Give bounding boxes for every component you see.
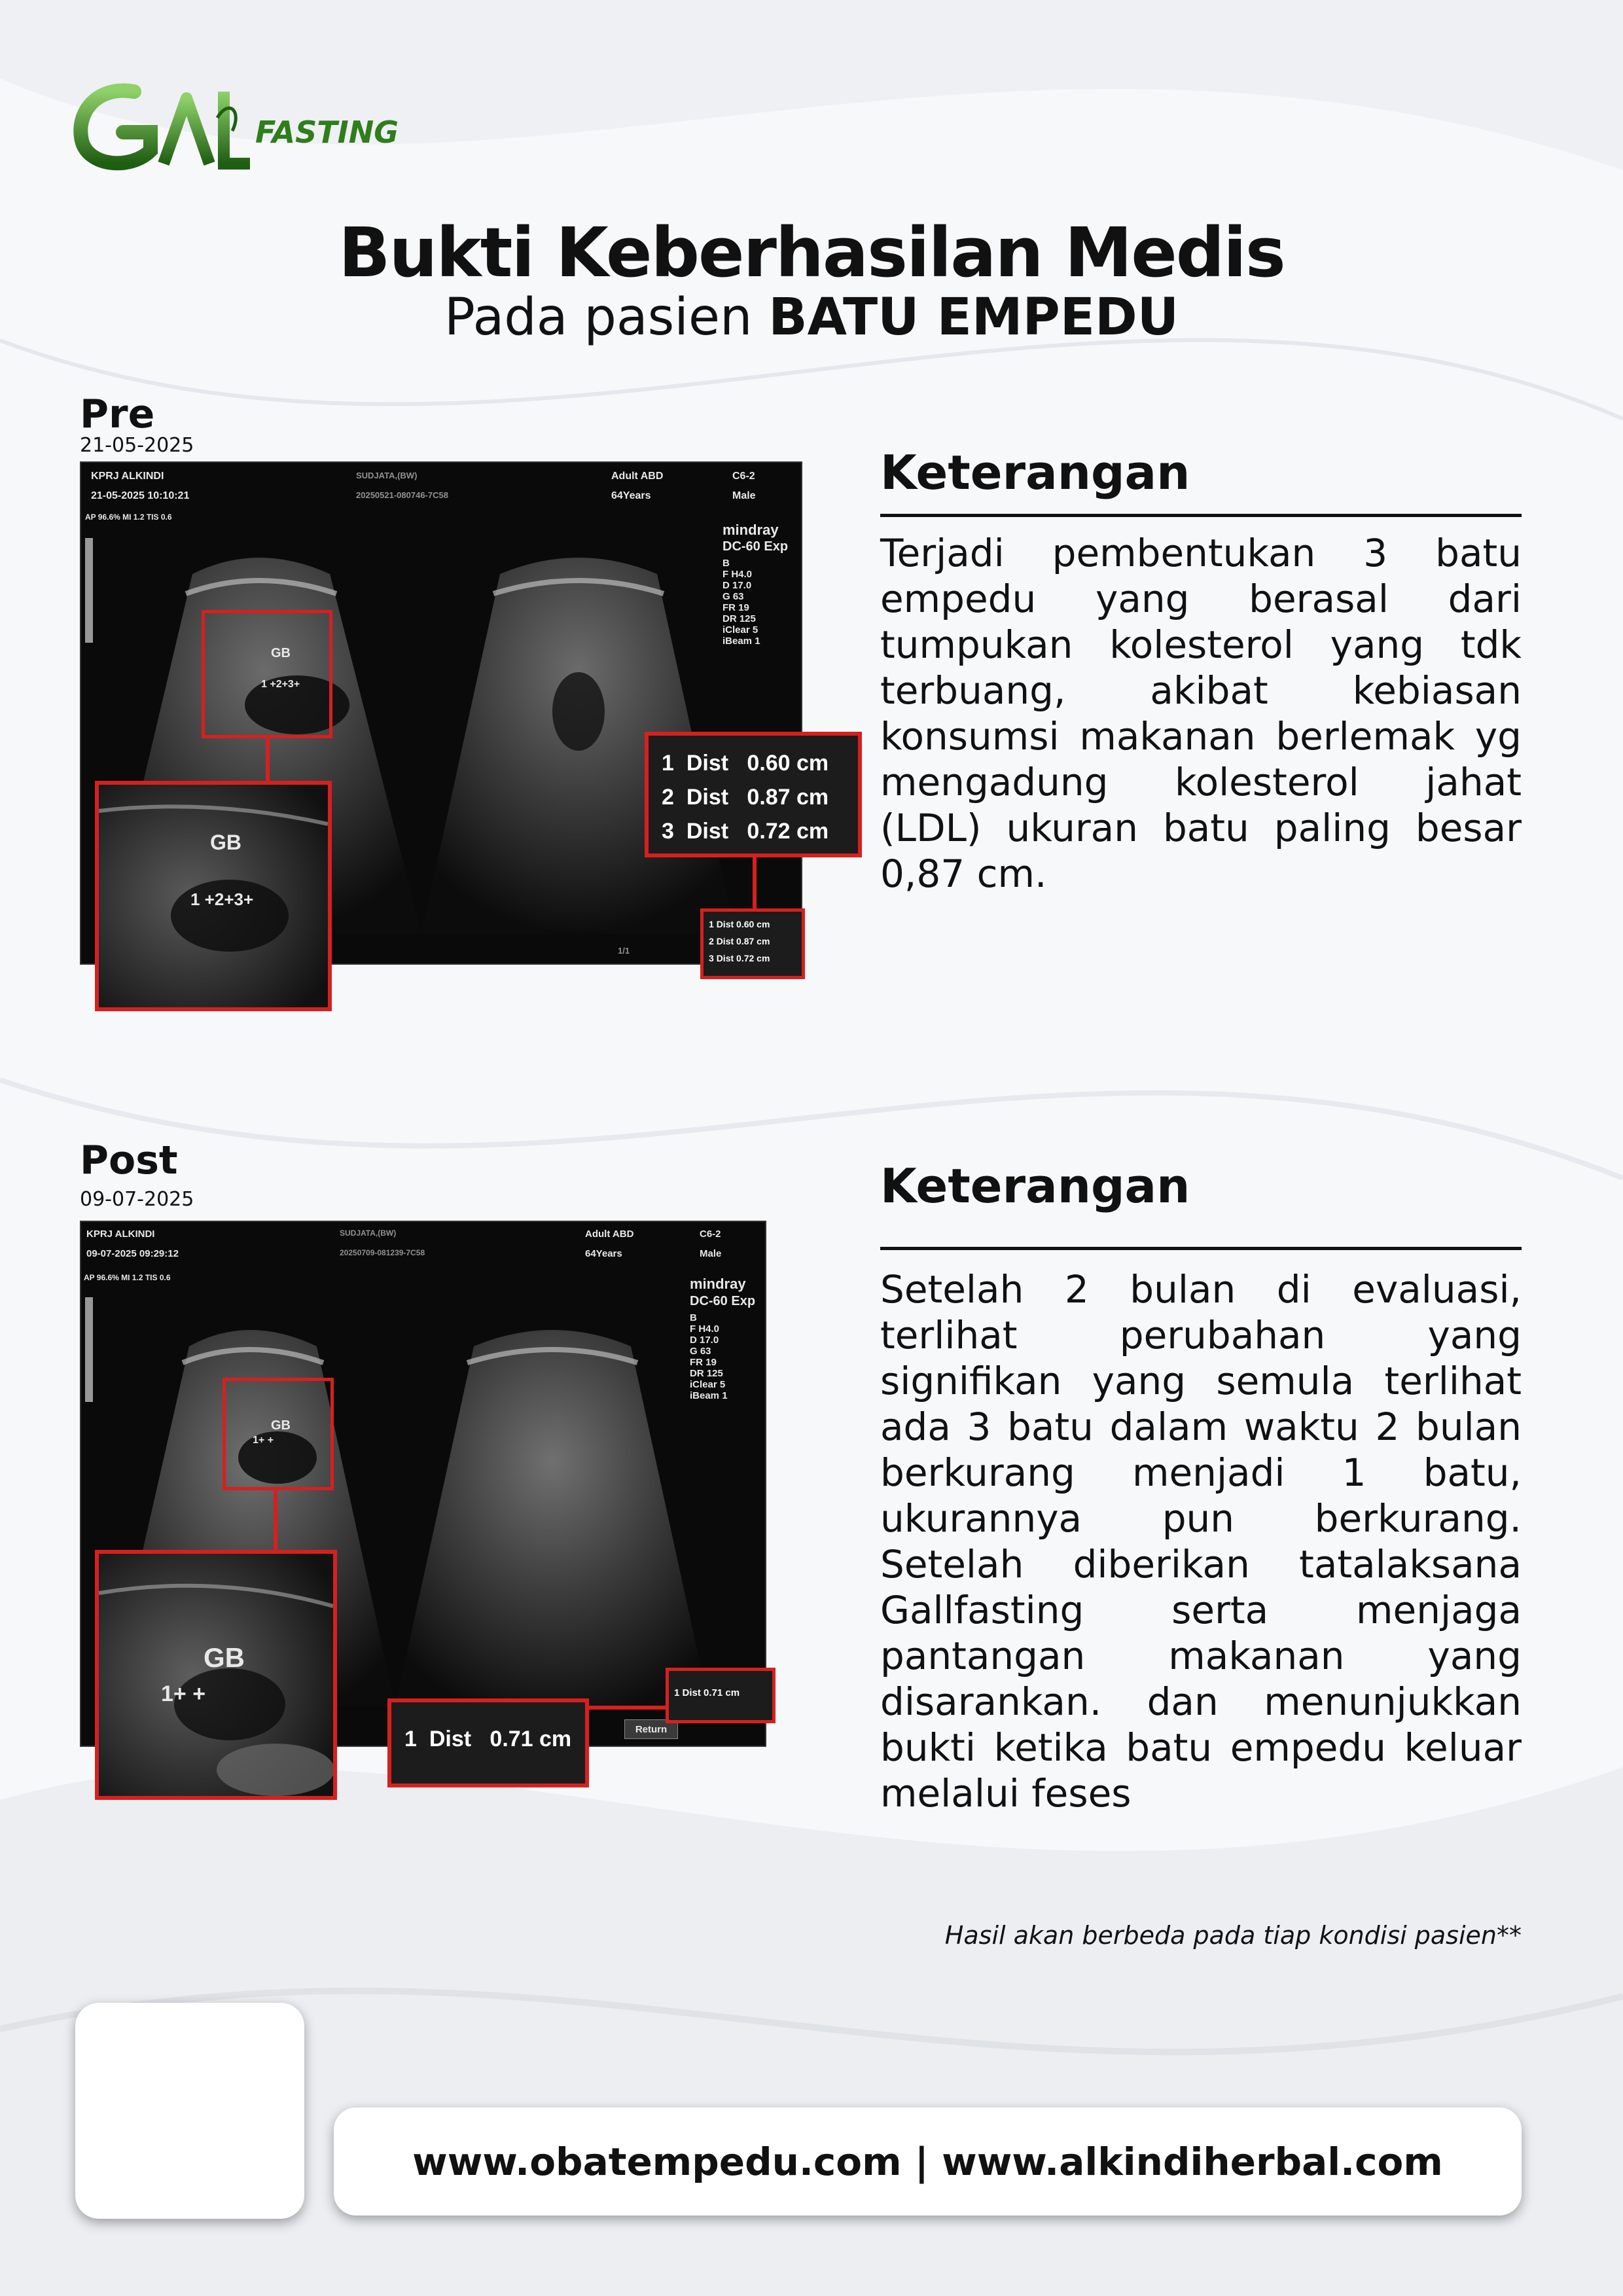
return-button-label: Return — [635, 1723, 668, 1735]
scan-probe: C6-2 — [732, 471, 755, 482]
m-label: Dist — [716, 953, 734, 963]
post-keterangan-title: Keterangan — [880, 1158, 1190, 1213]
scan-sex: Male — [732, 490, 756, 501]
post-measurement-panel — [387, 1698, 589, 1787]
m-value: 0.60 cm — [736, 919, 770, 929]
m-label: Dist — [716, 919, 734, 929]
setting-item: B — [722, 558, 730, 569]
scan-facility: KPRJ ALKINDI — [91, 471, 164, 482]
m-value: 0.71 cm — [704, 1687, 740, 1698]
setting-item: DR 125 — [690, 1368, 723, 1379]
stone-markers: 1+ + — [253, 1435, 274, 1446]
post-connector-line — [274, 1487, 277, 1550]
zoom-stone-markers: 1+ + — [161, 1681, 206, 1706]
m-num: 3 — [662, 819, 674, 844]
scan-params: AP 96.6% MI 1.2 TIS 0.6 — [84, 1273, 171, 1282]
setting-item: iBeam 1 — [722, 636, 760, 647]
m-value: 0.72 cm — [736, 953, 770, 963]
m-num: 2 — [709, 936, 714, 946]
pre-date: 21-05-2025 — [80, 434, 194, 457]
setting-item: iBeam 1 — [690, 1390, 728, 1401]
footer-links[interactable]: www.obatempedu.com | www.alkindiherbal.com — [412, 2139, 1443, 2184]
post-date: 09-07-2025 — [80, 1188, 194, 1211]
m-num: 2 — [662, 785, 674, 810]
page-title: Bukti Keberhasilan Medis — [338, 213, 1285, 293]
scan-datetime: 09-07-2025 09:29:12 — [86, 1248, 179, 1259]
gb-label: GB — [271, 646, 291, 660]
setting-item: G 63 — [690, 1346, 711, 1357]
setting-item: FR 19 — [722, 602, 749, 613]
m-label: Dist — [686, 751, 729, 776]
svg-text:FASTING: FASTING — [255, 115, 399, 150]
post-label: Post — [80, 1138, 178, 1183]
gb-label: GB — [271, 1418, 291, 1433]
footer-qr-card — [75, 2003, 304, 2219]
measurement-row — [662, 814, 845, 848]
scan-exam: Adult ABD — [585, 1229, 634, 1240]
pre-keterangan-divider — [880, 514, 1522, 517]
pre-measurement-small — [700, 908, 805, 979]
setting-item: G 63 — [722, 591, 744, 602]
m-value: 0.60 cm — [747, 751, 829, 776]
m-num: 1 — [709, 919, 714, 929]
m-num: 1 — [662, 751, 674, 776]
scan-patient: SUDJATA,(BW) — [356, 471, 418, 480]
scan-patient-id: 20250709-081239-7C58 — [340, 1248, 425, 1257]
setting-item: B — [690, 1312, 697, 1323]
disclaimer-text: Hasil akan berbeda pada tiap kondisi pasien** — [944, 1921, 1522, 1950]
pre-connector-line — [266, 735, 270, 782]
m-num: 1 — [674, 1687, 680, 1698]
m-value: 0.87 cm — [736, 936, 770, 946]
scan-probe: C6-2 — [700, 1229, 721, 1240]
scan-exam: Adult ABD — [611, 471, 664, 482]
pre-keterangan-text: Terjadi pembentukan 3 batu empedu yang berasal dari tumpukan kolesterol yang tdk terbuang, akibat kebiasan konsumsi makanan berlemak yg mengadung kolesterol jahat (LDL) ukuran batu paling besar 0,87 cm. — [880, 531, 1522, 896]
subtitle-prefix: Pada pasien — [444, 288, 769, 347]
post-gallbladder-highlight — [223, 1378, 334, 1490]
scan-patient-id: 20250521-080746-7C58 — [356, 490, 448, 500]
pre-measurement-panel — [645, 732, 862, 857]
measurement-row-small — [674, 1685, 767, 1701]
frame-indicator: 1/1 — [618, 946, 630, 956]
scan-facility: KPRJ ALKINDI — [86, 1229, 155, 1240]
pre-gallbladder-highlight — [202, 610, 332, 738]
measurement-row-small — [709, 916, 796, 933]
setting-item: FR 19 — [690, 1357, 717, 1368]
m-value: 0.87 cm — [747, 785, 829, 810]
pre-keterangan-title: Keterangan — [880, 445, 1190, 500]
pre-label: Pre — [80, 391, 155, 437]
device-model: DC-60 Exp — [722, 539, 789, 554]
setting-item: iClear 5 — [722, 624, 758, 636]
device-settings — [722, 558, 760, 647]
m-label: Dist — [686, 819, 729, 844]
post-measurement-small — [666, 1668, 776, 1723]
m-num: 3 — [709, 953, 714, 963]
m-value: 0.71 cm — [490, 1727, 572, 1751]
m-label: Dist — [686, 785, 729, 810]
stone-markers: 1 +2+3+ — [261, 679, 300, 690]
measurement-row — [662, 780, 845, 814]
measurement-row-small — [709, 933, 796, 950]
setting-item: F H4.0 — [722, 569, 753, 580]
post-keterangan-divider — [880, 1247, 1522, 1250]
zoom-gb-label: GB — [204, 1642, 245, 1673]
scan-sex: Male — [700, 1248, 722, 1259]
post-zoom-inset — [95, 1550, 337, 1800]
setting-item: D 17.0 — [690, 1335, 719, 1346]
setting-item: DR 125 — [722, 613, 756, 624]
m-num: 1 — [404, 1727, 417, 1751]
scan-patient: SUDJATA,(BW) — [340, 1229, 397, 1238]
m-value: 0.72 cm — [747, 819, 829, 844]
measurement-row-small — [709, 950, 796, 967]
m-label: Dist — [682, 1687, 701, 1698]
setting-item: F H4.0 — [690, 1323, 720, 1335]
device-settings — [690, 1312, 728, 1401]
scan-age: 64Years — [611, 490, 651, 501]
page-subtitle — [0, 288, 1623, 347]
zoom-stone-markers: 1 +2+3+ — [190, 889, 254, 909]
device-model: DC-60 Exp — [690, 1294, 756, 1308]
post-measure-connector — [582, 1706, 669, 1710]
scan-params: AP 96.6% MI 1.2 TIS 0.6 — [85, 512, 172, 522]
post-keterangan-text: Setelah 2 bulan di evaluasi, terlihat perubahan yang signifikan yang semula terlihat ada 3 batu dalam waktu 2 bulan berkurang menjadi 1 batu, ukurannya pun berkurang. Setelah diberikan tatalaksana Gallfasting serta menjaga pantangan makanan yang disarankan. dan menunjukkan bukti ketika batu empedu keluar melalui feses — [880, 1267, 1522, 1816]
scan-age: 64Years — [585, 1248, 622, 1259]
gallfasting-logo — [72, 72, 399, 177]
measurement-row — [404, 1722, 572, 1756]
measurement-row — [662, 746, 845, 780]
m-label: Dist — [716, 936, 734, 946]
scan-datetime: 21-05-2025 10:10:21 — [91, 490, 190, 501]
zoom-gb-label: GB — [210, 831, 241, 854]
subtitle-emphasis: BATU EMPEDU — [768, 288, 1179, 347]
setting-item: D 17.0 — [722, 580, 752, 591]
pre-zoom-inset — [95, 781, 332, 1011]
m-label: Dist — [429, 1727, 472, 1751]
footer-links-bar[interactable] — [334, 2108, 1522, 2215]
pre-measure-connector — [753, 853, 757, 910]
device-brand: mindray — [722, 522, 779, 538]
setting-item: iClear 5 — [690, 1379, 726, 1390]
device-brand: mindray — [690, 1276, 746, 1292]
